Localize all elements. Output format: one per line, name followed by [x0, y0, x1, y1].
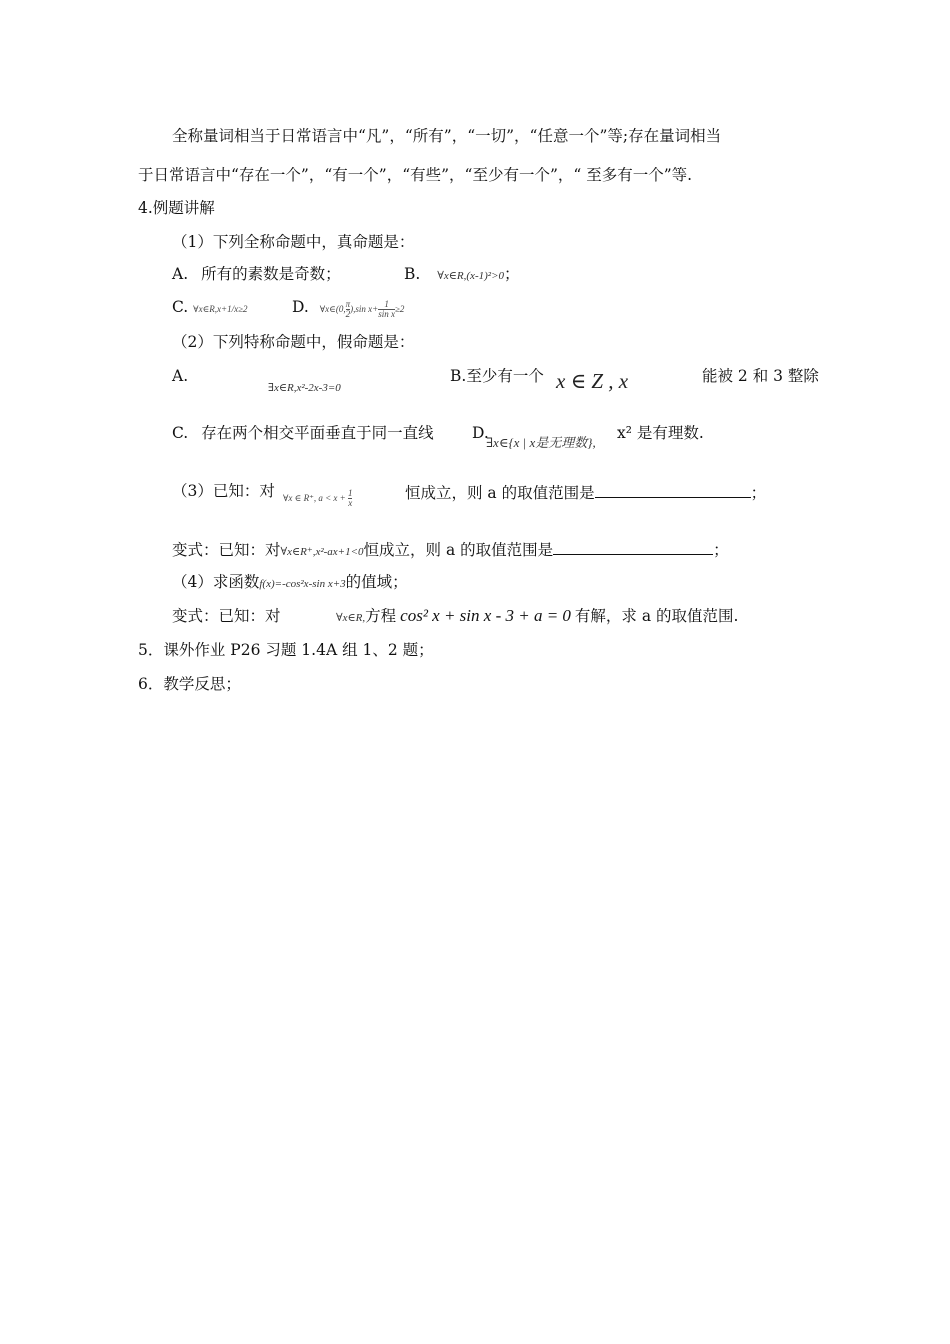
- q2-d-label: D.: [472, 424, 489, 442]
- q1-b-tail: ；: [504, 265, 520, 283]
- q1-option-a: [172, 264, 341, 284]
- q2-d-formula: ∃x∈{x | x是无理数},: [486, 435, 596, 450]
- q1-b-formula: ∀x∈R,(x-1)²>0: [437, 270, 504, 282]
- section-6: 6．教学反思；: [138, 675, 241, 693]
- q1-d-label: D.: [292, 298, 309, 316]
- q1-b-label: B.: [404, 265, 421, 283]
- q2-c-text: 存在两个相交平面垂直于同一直线: [201, 424, 434, 442]
- q4-variant-prefix: 变式：已知：对: [172, 607, 281, 625]
- q2-stem: （2）下列特称命题中，假命题是：: [172, 333, 415, 351]
- q2-option-c: [172, 423, 434, 443]
- q2-b-label: B.至少有一个: [450, 367, 544, 385]
- intro-line-1: 全称量词相当于日常语言中“凡”，“所有”，“一切”，“任意一个”等;存在量词相当: [172, 127, 722, 145]
- q3-suffix: 恒成立，则 a 的取值范围是 ；: [405, 481, 766, 503]
- q1-c-label: C.: [172, 298, 189, 316]
- q4-variant-forall: ∀x∈R,: [336, 612, 366, 624]
- q3-formula: ∀x ∈ R⁺, a < x + $\frac{1}{x}$: [283, 488, 353, 509]
- q1-c-formula: ∀x∈R,x+1/x≥2: [193, 304, 248, 314]
- q1-option-c: [172, 297, 248, 319]
- q3-prefix: （3）已知：对: [172, 482, 275, 500]
- q1-d-formula: ∀x∈(0, $\frac{\pi}{2}$ ),sin x+ $\frac{1}{\text{sin x}}$ ≥2: [319, 299, 405, 320]
- q3-variant: 变式：已知：对∀x∈R⁺,x²-ax+1<0恒成立，则 a 的取值范围是 ；: [172, 538, 729, 562]
- q2-b-tail: 能被 2 和 3 整除: [702, 367, 819, 385]
- intro-line-2: 于日常语言中“存在一个”，“有一个”，“有些”，“至少有一个”，“ 至多有一个”等.: [138, 166, 693, 184]
- q1-option-b: [404, 264, 520, 286]
- q1-stem: （1）下列全称命题中，真命题是：: [172, 233, 415, 251]
- q2-c-label: C.: [172, 424, 189, 442]
- q3-answer-blank[interactable]: [595, 481, 751, 498]
- q2-d-tail: x² 是有理数.: [617, 424, 704, 442]
- q4: （4）求函数f(x)=-cos²x-sin x+3的值域；: [172, 573, 408, 591]
- q1-a-text: 所有的素数是奇数；: [201, 265, 341, 283]
- q2-b-formula: x ∈ Z , x: [556, 369, 629, 393]
- q3-variant-formula: ∀x∈R⁺,x²-ax+1<0: [280, 546, 364, 558]
- q1-a-label: A.: [172, 265, 189, 283]
- q1-option-d: [292, 297, 404, 319]
- q4-variant: ∀x∈R,方程 cos² x + sin x - 3 + a = 0 有解，求 a 的取值范围.: [336, 606, 739, 625]
- section-4-heading: 4.例题讲解: [138, 199, 215, 217]
- section-5: 5．课外作业 P26 习题 1.4A 组 1、2 题；: [138, 641, 434, 659]
- q3-variant-answer-blank[interactable]: [553, 538, 713, 555]
- q2-a-label: A.: [172, 367, 189, 385]
- q4-formula: f(x)=-cos²x-sin x+3: [259, 578, 346, 590]
- q2-a-formula: ∃x∈R,x²-2x-3=0: [268, 382, 341, 394]
- q4-variant-formula: cos² x + sin x - 3 + a = 0: [400, 606, 571, 625]
